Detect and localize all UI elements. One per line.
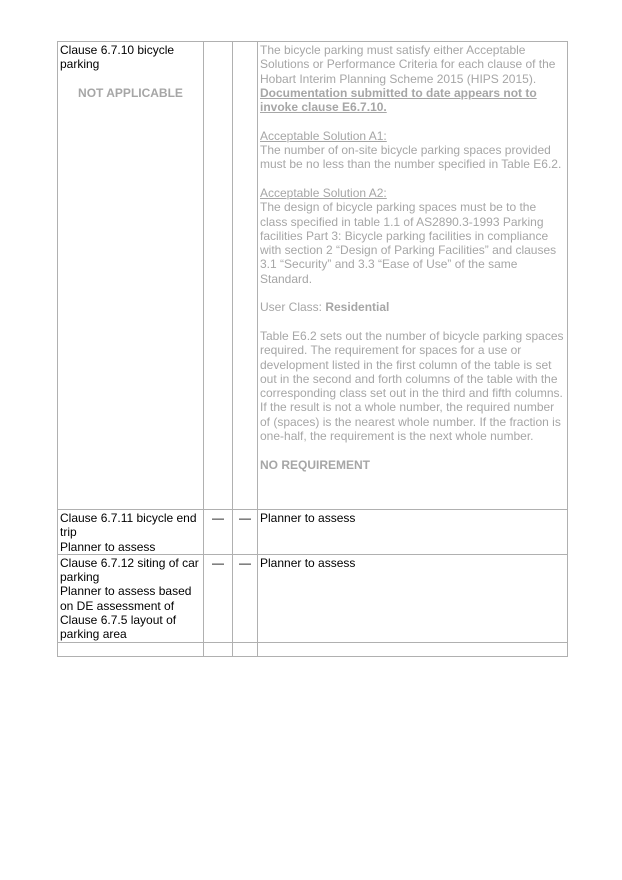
col3-cell [233,510,258,555]
status-label: NOT APPLICABLE [78,85,183,100]
col2-cell [204,554,233,642]
clause-note: Planner to assess [60,539,156,554]
col2-cell [204,42,233,510]
assessment-text: Planner to assess [260,555,356,570]
table-e62-text: Table E6.2 sets out the number of bicycle parking spaces required. The requirement for spaces for a use or development listed in the first column of the table is set out in the second and forth columns of the table with the corresponding class set out in the third and fifth columns. If the result is not a whole number, the required number of (spaces) is the nearest whole number. If the fraction is one-half, the requirement is the next whole number. [260,328,564,444]
col3-cell [233,42,258,510]
a1-text: The number of on-site bicycle parking spaces provided must be no less than the number specified in Table E6.2. [260,143,562,172]
clause-note: Planner to assess based on DE assessment of Clause 6.7.5 layout of parking area [60,584,192,642]
col3-value: — [239,555,251,570]
table-row [58,42,568,510]
clause-title: Clause 6.7.11 bicycle end trip [60,511,197,540]
col3-cell [233,554,258,642]
table-row [58,642,568,656]
col2-value: — [212,511,224,525]
clause-cell [58,554,204,642]
clause-cell [58,510,204,555]
assessment-cell [258,510,568,555]
assessment-text: Planner to assess [260,511,356,525]
clause-title: Clause 6.7.10 bicycle parking [60,43,175,72]
assessment-cell [258,554,568,642]
empty-cell [204,642,233,656]
clause-title: Clause 6.7.12 siting of car parking [60,555,199,585]
clause-cell [58,42,204,510]
intro-text: The bicycle parking must satisfy either Acceptable Solutions or Performance Criteria for each clause of the Hobart Interim Planning Scheme 2015 (HIPS 2015). [260,43,556,86]
assessment-table [57,41,568,657]
user-class-value: Residential [325,300,390,315]
table-row [58,510,568,555]
result-label: NO REQUIREMENT [260,457,371,472]
a1-heading: Acceptable Solution A1: [260,128,387,143]
col2-value: — [212,555,224,570]
col3-value: — [239,511,251,525]
a2-heading: Acceptable Solution A2: [260,185,387,200]
empty-cell [258,642,568,656]
table-row [58,554,568,642]
col2-cell [204,510,233,555]
a2-text: The design of bicycle parking spaces must be to the class specified in table 1.1 of AS2890.3-1993 Parking facilities Part 3: Bicycle parking facilities in compliance with section 2 “Design of Parking Facilities” and clauses 3.1 “Security” and 3.3 “Ease of Use” of the same Standard. [260,200,557,286]
empty-cell [233,642,258,656]
assessment-cell [258,42,568,510]
user-class [260,300,565,314]
empty-cell [58,642,204,656]
documentation-note: Documentation submitted to date appears not to invoke clause E6.7.10. [260,85,537,115]
user-class-label: User Class: [260,300,326,315]
